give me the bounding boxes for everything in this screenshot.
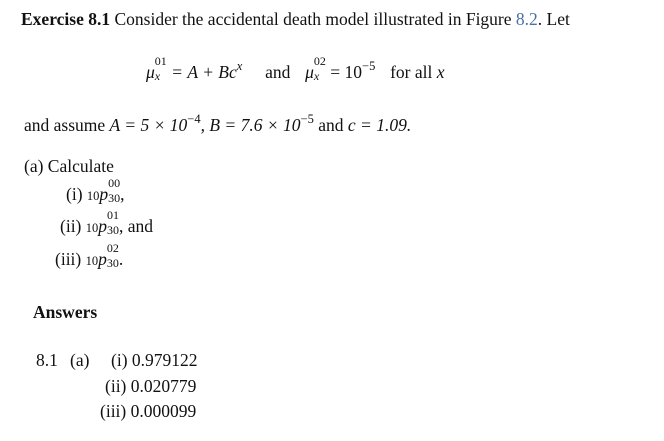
part-iii — [55, 241, 124, 270]
part-a-label: (a) Calculate — [24, 156, 114, 176]
part-i-label: (i) — [66, 184, 83, 204]
part-ii-sup: 01 — [107, 208, 120, 222]
answer-item — [105, 378, 196, 396]
mu01-rhs: = A + Bc — [171, 62, 237, 82]
exercise-intro-end: . Let — [537, 9, 570, 29]
mu-symbol: μ — [146, 62, 155, 82]
answer-item — [111, 352, 198, 370]
part-iii-prefix: 10 — [85, 254, 99, 268]
param-A-exp: −4 — [187, 112, 201, 126]
part-i-indices — [108, 176, 121, 205]
figure-link[interactable]: 8.2 — [515, 9, 538, 29]
part-iii-label: (iii) — [55, 249, 82, 269]
param-B-exp: −5 — [300, 112, 314, 126]
answer-exercise-number: 8.1 — [36, 350, 58, 370]
answer-item-value: 0.000099 — [130, 401, 197, 421]
mu-symbol-2: μ — [305, 62, 314, 82]
part-iii-indices — [106, 241, 119, 270]
part-i-prefix: 10 — [86, 189, 100, 203]
mu02-rhs: = 10 — [330, 62, 363, 82]
param-B: , B = 7.6 × 10 — [200, 115, 301, 135]
part-ii-and: and — [127, 216, 154, 236]
part-iii-sup: 02 — [106, 241, 119, 255]
answer-item-value: 0.979122 — [131, 350, 198, 370]
exercise-intro: Consider the accidental death model illustrated in Figure — [114, 9, 512, 29]
mu01-power: x — [236, 59, 243, 73]
part-ii-comma: , — [119, 216, 124, 236]
part-ii-prefix: 10 — [85, 221, 99, 235]
part-ii-p: p — [98, 216, 108, 236]
part-ii-label: (ii) — [60, 216, 82, 236]
mu02-indices — [313, 54, 326, 83]
part-ii — [60, 208, 154, 237]
assume-and: and — [318, 115, 344, 135]
part-iii-sub: 30 — [106, 256, 119, 270]
parameter-line — [24, 112, 412, 135]
part-i-p: p — [99, 184, 109, 204]
mu01-indices — [154, 54, 167, 83]
part-i-sub: 30 — [108, 191, 121, 205]
assume-text: and assume — [24, 115, 106, 135]
answers-heading — [33, 304, 97, 322]
answer-part-label: (a) — [70, 350, 90, 370]
part-i — [66, 176, 125, 205]
answer-item — [100, 403, 196, 421]
part-i-sup: 00 — [108, 176, 121, 190]
part-ii-sub: 30 — [107, 223, 120, 237]
answers-heading-text: Answers — [33, 302, 98, 322]
mu01-sup: 01 — [154, 54, 167, 68]
answer-item-label: (i) — [111, 350, 128, 370]
for-all-var: x — [436, 62, 445, 82]
exercise-number: Exercise 8.1 — [21, 9, 111, 29]
param-A: A = 5 × 10 — [109, 115, 188, 135]
part-iii-p: p — [98, 249, 107, 269]
for-all-text: for all — [390, 62, 433, 82]
formula-and: and — [265, 62, 291, 82]
answer-item-label: (ii) — [105, 376, 127, 396]
mu01-sub: x — [154, 69, 161, 83]
answer-item-value: 0.020779 — [130, 376, 197, 396]
part-iii-period: . — [118, 249, 124, 269]
mu02-sub: x — [313, 69, 320, 83]
param-c: c = 1.09. — [347, 115, 412, 135]
part-i-comma: , — [120, 184, 125, 204]
mu02-exponent: −5 — [362, 59, 376, 73]
answer-item-label: (iii) — [100, 401, 127, 421]
part-ii-indices — [107, 208, 120, 237]
mu02-sup: 02 — [313, 54, 326, 68]
exercise-heading — [21, 11, 570, 29]
intensity-formula — [146, 54, 445, 83]
